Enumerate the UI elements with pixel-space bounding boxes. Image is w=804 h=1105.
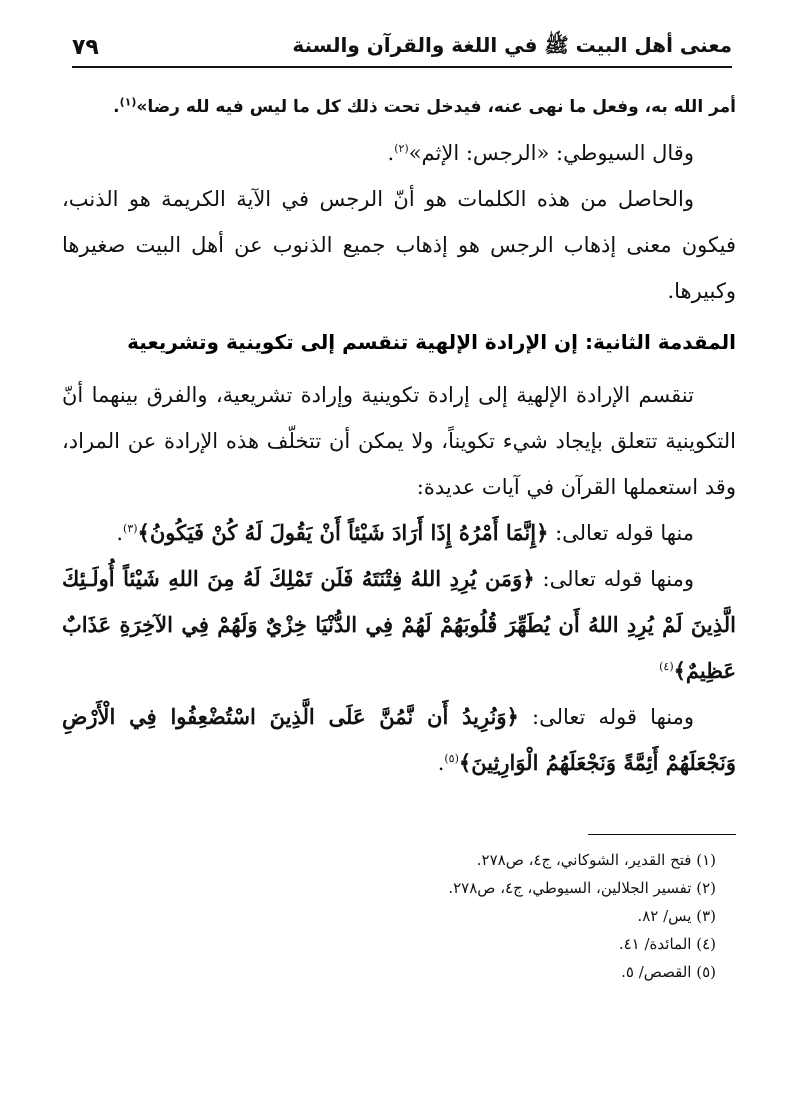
footnote-item: (٢) تفسير الجلالين، السيوطي، ج٤، ص٢٧٨. xyxy=(448,879,716,897)
section-heading xyxy=(62,322,736,362)
heading-title: إن الإرادة الإلهية تنقسم إلى تكوينية وتشريعية xyxy=(127,330,578,354)
paragraph-suyuti: وقال السيوطي: «الرجس: الإثم»$^{(٢)}$. xyxy=(387,141,694,165)
footnote-ref: (٢) xyxy=(394,142,409,155)
footnote-item: (٤) المائدة/ ٤١. xyxy=(618,935,716,953)
paragraph-conclusion: والحاصل من هذه الكلمات هو أنّ الرجس في الآية الكريمة هو الذنب، فيكون معنى إذهاب الرجس هو إذهاب جميع الذنوب عن أهل البيت صغيرها وكبيرها. xyxy=(62,187,736,303)
footnote-item: (٥) القصص/ ٥. xyxy=(621,963,716,981)
footnote-separator xyxy=(588,834,736,835)
page-number: ٧٩ xyxy=(72,34,99,60)
footnote-ref: (٤) xyxy=(659,660,674,673)
quran-citation-1: منها قوله تعالى: ﴿إِنَّمَا أَمْرُهُ إِذَا أَرَادَ شَيْئاً أَنْ يَقُولَ لَهُ كُنْ فَيَكُونُ﴾$^{(٣)}$. xyxy=(116,520,694,545)
quran-citation-3: ومنها قوله تعالى: ﴿وَنُرِيدُ أَن نَّمُنَّ عَلَى الَّذِينَ اسْتُضْعِفُوا فِي الْأَرْضِ وَنَجْعَلَهُمْ أَئِمَّةً وَنَجْعَلَهُمُ الْوَارِثِينَ﴾$^{(٥)}$. xyxy=(62,704,736,775)
page-header xyxy=(72,28,732,68)
paragraph-will-division: تنقسم الإرادة الإلهية إلى إرادة تكوينية وإرادة تشريعية، والفرق بينهما أنّ التكوينية تتعلق بإيجاد شيء تكويناً، ولا يمكن أن تتخلّف هذه الإرادة عن المراد، وقد استعملها القرآن في آيات عديدة: xyxy=(62,383,736,499)
quran-verse: ﴿وَمَن يُرِدِ اللهُ فِتْنَتَهُ فَلَن تَمْلِكَ لَهُ مِنَ اللهِ شَيْئاً أُولَـئِكَ الَّذِينَ لَمْ يُرِدِ اللهُ أَن يُطَهِّرَ قُلُوبَهُمْ لَهُمْ فِي الدُّنْيَا خِزْيٌ وَلَهُمْ فِي الآخِرَةِ عَذَابٌ عَظِيمٌ﴾ xyxy=(62,566,736,683)
quran-verse: ﴿إِنَّمَا أَمْرُهُ إِذَا أَرَادَ شَيْئاً أَنْ يَقُولَ لَهُ كُنْ فَيَكُونُ﴾ xyxy=(137,520,549,545)
quran-citation-2: ومنها قوله تعالى: ﴿وَمَن يُرِدِ اللهُ فِتْنَتَهُ فَلَن تَمْلِكَ لَهُ مِنَ اللهِ شَيْئاً أُولَـئِكَ الَّذِينَ لَمْ يُرِدِ اللهُ أَن يُطَهِّرَ قُلُوبَهُمْ لَهُمْ فِي الدُّنْيَا خِزْيٌ وَلَهُمْ فِي الآخِرَةِ عَذَابٌ عَظِيمٌ﴾$^{(٤)}$ xyxy=(62,566,736,683)
footnote-item: (٣) يس/ ٨٢. xyxy=(637,907,716,925)
running-title: معنى أهل البيت ﷺ في اللغة والقرآن والسنة xyxy=(292,32,732,57)
footnote-ref: (١) xyxy=(119,95,137,109)
page-body xyxy=(62,88,736,786)
footnotes xyxy=(80,846,716,986)
footnote-ref: (٥) xyxy=(444,752,459,765)
footnote-item: (١) فتح القدير، الشوكاني، ج٤، ص٢٧٨. xyxy=(476,851,716,869)
quran-verse: ﴿وَنُرِيدُ أَن نَّمُنَّ عَلَى الَّذِينَ اسْتُضْعِفُوا فِي الْأَرْضِ وَنَجْعَلَهُمْ أَئِمَّةً وَنَجْعَلَهُمُ الْوَارِثِينَ﴾ xyxy=(62,704,736,775)
heading-prefix: المقدمة الثانية: xyxy=(584,330,736,354)
footnote-ref: (٣) xyxy=(123,522,138,535)
paragraph-quote-end: أمر الله به، وفعل ما نهى عنه، فيدخل تحت ذلك كل ما ليس فيه لله رضا»$^{(١)}$. xyxy=(113,95,736,117)
